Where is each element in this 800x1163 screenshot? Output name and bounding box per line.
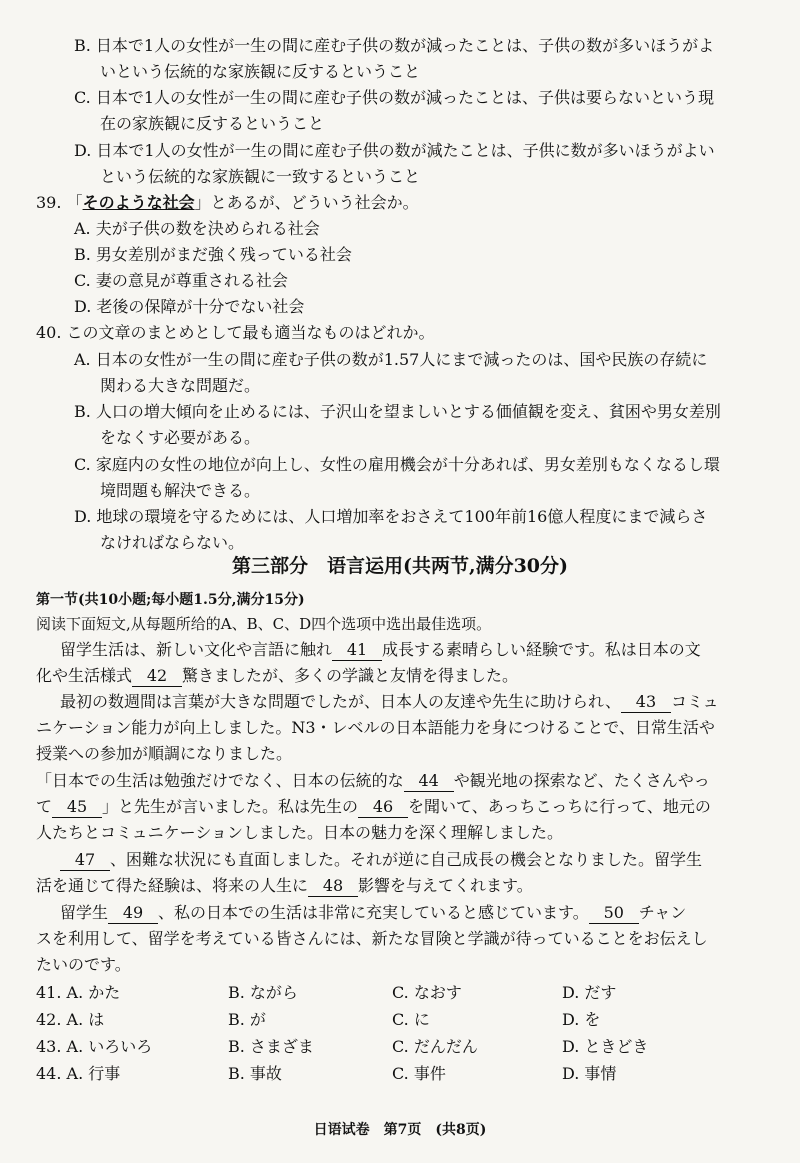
answer-42-a: 42. A. は xyxy=(36,1010,105,1029)
passage-p5-line3: たいのです。 xyxy=(36,955,131,974)
page-footer: 日语试卷 第7页 (共8页) xyxy=(313,1122,487,1138)
q40-option-b-line1: B. 人口の増大傾向を止めるには、子沢山を望ましいとする価値観を変え、貧困や男女差別 xyxy=(74,402,721,421)
answer-41-d: D. だす xyxy=(562,983,617,1002)
blank-43: 43 xyxy=(621,692,671,713)
answer-41-a: 41. A. かた xyxy=(36,983,121,1002)
part3-instructions: 阅读下面短文,从每题所给的A、B、C、D四个选项中选出最佳选项。 xyxy=(36,615,492,633)
blank-46: 46 xyxy=(358,797,408,818)
part3-subsection: 第一节(共10小题;每小题1.5分,满分15分) xyxy=(36,592,305,608)
answer-44-d: D. 事情 xyxy=(562,1064,617,1083)
blank-49: 49 xyxy=(108,903,158,924)
q39-underlined-quote: そのような社会 xyxy=(82,193,195,212)
q39-option-a: A. 夫が子供の数を決められる社会 xyxy=(74,219,320,238)
q39-number: 39. xyxy=(36,193,62,212)
blank-45: 45 xyxy=(52,797,102,818)
q40-option-d-line2: なければならない。 xyxy=(100,533,245,552)
blank-42: 42 xyxy=(132,666,182,687)
q39-stem xyxy=(36,193,419,213)
q40-option-a-line1: A. 日本の女性が一生の間に産む子供の数が1.57人にまで減ったのは、国や民族の存続に xyxy=(74,350,708,369)
answer-42-b: B. が xyxy=(228,1010,266,1029)
blank-44: 44 xyxy=(404,771,454,792)
q38-option-c-line1: C. 日本で1人の女性が一生の間に産む子供の数が減ったことは、子供は要らないという現 xyxy=(74,88,715,107)
q38-option-b-line2: いという伝統的な家族観に反するということ xyxy=(100,62,421,81)
answer-44-a: 44. A. 行事 xyxy=(36,1064,121,1083)
passage-p1-line2: 化や生活様式 42 驚きましたが、多くの学識と友情を得ました。 xyxy=(36,666,519,685)
q39-stem-rest: 」とあるが、どういう社会か。 xyxy=(194,193,419,212)
q40-option-c-line1: C. 家庭内の女性の地位が向上し、女性の雇用機会が十分あれば、男女差別もなくなるし環 xyxy=(74,455,720,474)
passage-p5-line2: スを利用して、留学を考えている皆さんには、新たな冒険と学識が待っていることをお伝えし xyxy=(36,929,708,948)
blank-41: 41 xyxy=(332,640,382,661)
blank-47: 47 xyxy=(60,850,110,871)
q40-stem: 40. この文章のまとめとして最も適当なものはどれか。 xyxy=(36,323,435,342)
passage-p3-line1: 「日本での生活は勉強だけでなく、日本の伝統的な 44 や観光地の探索など、たくさんやっ xyxy=(36,771,710,790)
passage-p2-line2: ニケーション能力が向上しました。N3・レベルの日本語能力を身につけることで、日常生活や xyxy=(36,718,715,737)
answer-44-b: B. 事故 xyxy=(228,1064,282,1083)
passage-p4-line1: 47 、困難な状況にも直面しました。それが逆に自己成長の機会となりました。留学生 xyxy=(60,850,702,871)
passage-p3-line2: て 45 」と先生が言いました。私は先生の 46 を聞いて、あっちこっちに行って、地元の xyxy=(36,797,711,816)
answer-41-b: B. ながら xyxy=(228,983,298,1002)
q40-option-c-line2: 境問題も解決できる。 xyxy=(100,481,261,500)
q38-option-d-line2: という伝統的な家族観に一致するということ xyxy=(100,167,421,186)
q40-option-b-line2: をなくす必要がある。 xyxy=(100,428,261,447)
q39-option-d: D. 老後の保障が十分でない社会 xyxy=(74,297,305,316)
q40-option-a-line2: 関わる大きな問題だ。 xyxy=(100,376,261,395)
answer-43-b: B. さまざま xyxy=(228,1037,314,1056)
blank-50: 50 xyxy=(589,903,639,924)
passage-p4-line2: 活を通じて得た経験は、将来の人生に 48 影響を与えてくれます。 xyxy=(36,876,533,895)
answer-43-d: D. ときどき xyxy=(562,1037,649,1056)
q38-option-c-line2: 在の家族観に反するということ xyxy=(100,114,325,133)
part3-title: 第三部分 语言运用(共两节,满分30分) xyxy=(231,555,569,577)
passage-p3-line3: 人たちとコミュニケーションしました。日本の魅力を深く理解しました。 xyxy=(36,823,564,842)
answer-42-d: D. を xyxy=(562,1010,601,1029)
q40-option-d-line1: D. 地球の環境を守るためには、人口増加率をおさえて100年前16億人程度にまで減らさ xyxy=(74,507,708,526)
answer-41-c: C. なおす xyxy=(392,983,462,1002)
answer-43-a: 43. A. いろいろ xyxy=(36,1037,153,1056)
q38-option-b-line1: B. 日本で1人の女性が一生の間に産む子供の数が減ったことは、子供の数が多いほうがよ xyxy=(74,36,715,55)
passage-p5-line1: 留学生 49 、私の日本での生活は非常に充実していると感じています。 50 チャン xyxy=(60,903,687,922)
passage-p2-line3: 授業への参加が順調になりました。 xyxy=(36,744,293,763)
q39-open-bracket: 「 xyxy=(66,193,83,212)
answer-44-c: C. 事件 xyxy=(392,1064,446,1083)
passage-p2-line1: 最初の数週間は言葉が大きな問題でしたが、日本人の友達や先生に助けられ、 43 コミュ xyxy=(60,692,719,711)
passage-p1-line1: 留学生活は、新しい文化や言語に触れ 41 成長する素晴らしい経験です。私は日本の文 xyxy=(60,640,701,659)
q38-option-d-line1: D. 日本で1人の女性が一生の間に産む子供の数が減たことは、子供に数が多いほうがよい xyxy=(74,141,715,160)
q39-option-c: C. 妻の意見が尊重される社会 xyxy=(74,271,288,290)
answer-42-c: C. に xyxy=(392,1010,430,1029)
q39-option-b: B. 男女差別がまだ強く残っている社会 xyxy=(74,245,352,264)
answer-43-c: C. だんだん xyxy=(392,1037,478,1056)
blank-48: 48 xyxy=(308,876,358,897)
